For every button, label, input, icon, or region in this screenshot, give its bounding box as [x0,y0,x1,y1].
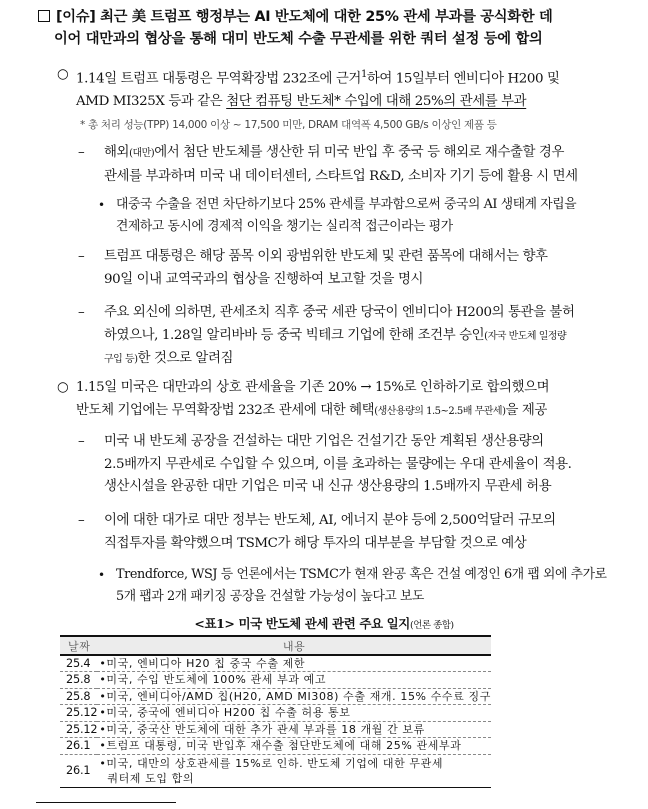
table-header-row [60,636,491,655]
section2-item-2: – 이에 대한 대가로 대만 정부는 반도체, AI, 에너지 분야 등에 2,500억달러 규모의 직접투자를 확약했으며 TSMC가 해당 투자의 대부분을 부담할 것으로 예상 [104,510,556,555]
table-row: 25.4 •미국, 엔비디아 H20 칩 중국 수출 제한 [60,655,491,672]
section2-item-1: – 미국 내 반도체 공장을 건설하는 대만 기업은 건설기간 동안 계획된 생산용량의 2.5배까지 무관세로 수입할 수 있으며, 이를 초과하는 물량에는 우대 관세율이 적용. 생산시설을 완공한 대만 기업은 미국 내 신규 생산용량의 1.5배까지 무관세 허용 [104,431,572,499]
section1-line-2: AMD MI325X 등과 같은 첨단 컴퓨팅 반도체* 수입에 대해 25%의 관세를 부과 [76,93,527,109]
section1-paragraph [57,64,560,113]
dash-bullet-icon: – [78,305,85,320]
dot-bullet-icon: • [98,568,105,582]
underlined-emphasis: 첨단 컴퓨팅 반도체* 수입에 대해 25%의 관세를 부과 [226,93,527,109]
header-date: 날짜 [68,639,91,653]
dash-bullet-icon: – [78,145,85,160]
table-row: 25.8 •미국, 엔비디아/AMD 칩(H20, AMD MI308) 수출 재개. 15% 수수료 징구 [60,688,491,705]
footnote-ref[interactable]: 1 [360,69,367,80]
table-caption: <표1> 미국 반도체 관세 관련 주요 일지(언론 종합) [194,616,454,631]
section2-paragraph: ○ 1.15일 미국은 대만과의 상호 관세율을 기존 20% → 15%로 인하하기로 합의했으며 반도체 기업에는 무역확장법 232조 관세에 대한 혜택(생산용량의 1.5~2.5배 무관세)을 제공 [76,377,549,423]
title-line-2: 이어 대만과의 협상을 통해 대미 반도체 수출 무관세를 위한 쿼터 설정 등에 합의 [54,31,543,47]
table-row: 25.8 •미국, 수입 반도체에 100% 관세 부과 예고 [60,672,491,689]
section1-item-2: • 대중국 수출을 전면 차단하기보다 25% 관세를 부과함으로써 중국의 AI 생태계 자립을 견제하고 동시에 경제적 이익을 챙기는 실리적 접근이라는 평가 [116,194,576,238]
circle-bullet-icon: ○ [57,380,69,395]
tariff-timeline-table [60,635,491,788]
section1-line-1: 1.14일 트럼프 대통령은 무역확장법 232조에 근거$^1$하여 15일부터 엔비디아 H200 및 [76,69,560,87]
dash-bullet-icon: – [78,249,85,264]
dot-bullet-icon: • [98,198,105,212]
table-row: 26.1 •트럼프 대통령, 미국 반입후 재수출 첨단반도체에 대해 25% 관세부과 [60,738,491,755]
table-row: 25.12 •미국, 중국에 엔비디아 H200 칩 수출 허용 통보 [60,705,491,722]
section1-item-4: – 주요 외신에 의하면, 관세조치 직후 중국 세관 당국이 엔비디아 H200의 통관을 불허 하였으나, 1.28일 알리바바 등 중국 빅테크 기업에 한해 조건부 승인(자국 반도체 일정량 구입 등)한 것으로 알려짐 [104,302,575,372]
section2-item-3: • Trendforce, WSJ 등 언론에서는 TSMC가 현재 완공 혹은 건설 예정인 6개 팹 외에 추가로 5개 팹과 2개 패키징 공장을 건설할 가능성이 높다고 보도 [116,564,607,608]
issue-title [38,6,618,50]
section1-item-3: – 트럼프 대통령은 해당 품목 이외 광범위한 반도체 및 관련 품목에 대해서는 향후 90일 이내 교역국과의 협상을 진행하여 보고할 것을 명시 [104,246,548,291]
dash-bullet-icon: – [78,434,85,449]
section1-item-1: – 해외(대만)에서 첨단 반도체를 생산한 뒤 미국 반입 후 중국 등 해외로 재수출할 경우 관세를 부과하며 미국 내 데이터센터, 스타트업 R&D, 소비자 기기 등에 활용 시 면세 [104,142,578,188]
table-row: 26.1 •미국, 대만의 상호관세를 15%로 인하. 반도체 기업에 대한 무관세 쿼터제 도입 합의 [60,754,491,787]
checkbox-square-icon [38,10,50,22]
circle-bullet-icon: ○ [57,67,69,82]
footnote-note: * 총 처리 성능(TPP) 14,000 이상 ~ 17,500 미만, DRAM 대역폭 4,500 GB/s 이상인 제품 등 [80,119,497,131]
title-line-1: [이슈] 최근 美 트럼프 행정부는 AI 반도체에 대한 25% 관세 부과를 공식화한 데 [38,6,618,28]
footnote-separator [36,802,176,803]
dash-bullet-icon: – [78,513,85,528]
header-content: 내용 [282,639,306,653]
table-row: 25.12 •미국, 중국산 반도체에 대한 추가 관세 부과를 18 개월 간 보류 [60,721,491,738]
